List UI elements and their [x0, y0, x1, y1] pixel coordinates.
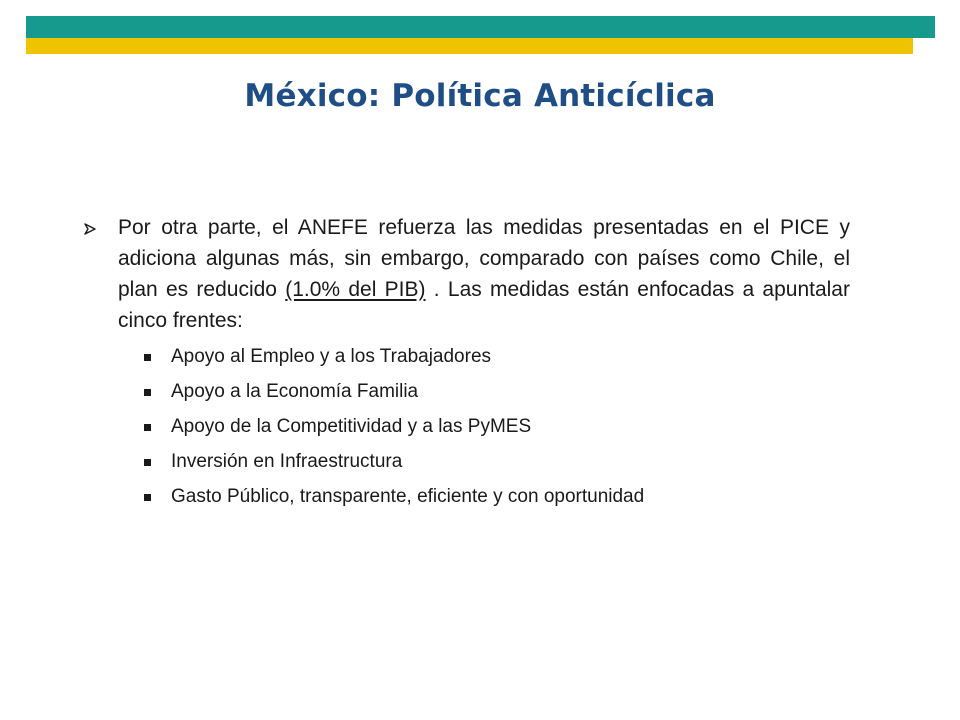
main-bullet [80, 212, 850, 336]
sub-bullet-list [80, 345, 850, 509]
sub-bullet-item [143, 345, 850, 369]
sub-bullet-text: Inversión en Infraestructura [171, 451, 403, 472]
square-bullet-icon [144, 494, 151, 501]
slide-content [80, 212, 850, 520]
sub-bullet-text: Apoyo de la Competitividad y a las PyMES [171, 416, 532, 437]
main-bullet-underlined-figure: (1.0% del PIB) [285, 278, 426, 301]
sub-bullet-text: Gasto Público, transparente, eficiente y con oportunidad [171, 486, 645, 507]
main-bullet-text-end: . Las medidas están enfocadas a apuntalar cinco frentes: [118, 278, 850, 332]
square-bullet-icon [144, 354, 151, 361]
sub-bullet-item [143, 380, 850, 404]
square-bullet-icon [144, 389, 151, 396]
arrow-bullet-icon [84, 223, 96, 235]
sub-bullet-text: Apoyo a la Economía Familia [171, 381, 419, 402]
header-yellow-bar [26, 38, 913, 54]
sub-bullet-item [143, 415, 850, 439]
square-bullet-icon [144, 459, 151, 466]
header-teal-bar [26, 16, 935, 38]
square-bullet-icon [144, 424, 151, 431]
sub-bullet-item [143, 450, 850, 474]
main-bullet-text-start: Por otra parte, el ANEFE refuerza las medidas presentadas en el PICE y adiciona algunas más, sin embargo, comparado con países como Chile, el plan es reducido [118, 216, 850, 301]
sub-bullet-text: Apoyo al Empleo y a los Trabajadores [171, 346, 492, 367]
sub-bullet-item [143, 485, 850, 509]
slide-title: México: Política Anticíclica [244, 78, 716, 114]
